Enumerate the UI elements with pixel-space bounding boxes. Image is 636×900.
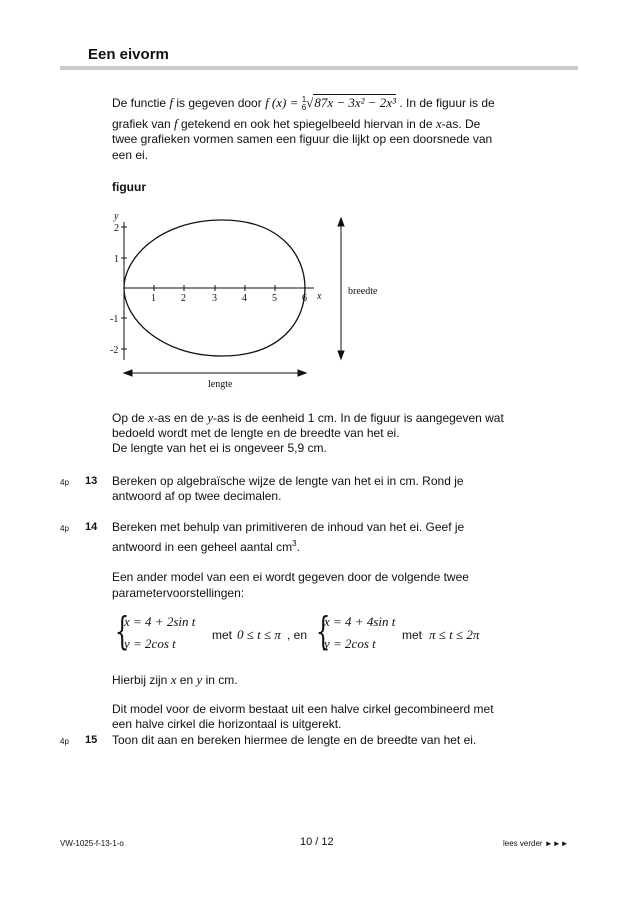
brace-1: { <box>114 609 130 653</box>
explanation-line-3: De lengte van het ei is ongeveer 5,9 cm. <box>112 441 327 455</box>
system-2-y: y = 2cos t <box>324 636 376 651</box>
brace-2: { <box>315 609 331 653</box>
q13-line-2: antwoord af op twee decimalen. <box>112 489 282 503</box>
formula-radicand: 87x − 3x² − 2x³ <box>314 95 396 110</box>
x-tick-label: 1 <box>151 293 156 304</box>
footer-code: VW-1025-f-13-1-o <box>60 839 124 848</box>
comma-en: , en <box>287 628 308 642</box>
q15-line-1: Toon dit aan en bereken hiermee de lengte en de breedte van het ei. <box>112 733 477 747</box>
x-axis-label: x <box>317 291 322 302</box>
model-desc-line-2: een halve cirkel die horizontaal is uitgerekt. <box>112 717 342 731</box>
intro-line-2: grafiek van f getekend en ook het spiegelbeeld hiervan in de x-as. De <box>112 116 481 131</box>
breedte-label: breedte <box>348 286 378 297</box>
q14-line-1: Bereken met behulp van primitiveren de inhoud van het ei. Geef je <box>112 520 465 534</box>
x-tick-label: 5 <box>272 293 277 304</box>
formula-fraction: 1 6 <box>301 94 307 112</box>
explanation-line-1: Op de x-as en de y-as is de eenheid 1 cm. In de figuur is aangegeven wat <box>112 410 504 425</box>
model-line-1: Een ander model van een ei wordt gegeven door de volgende twee <box>112 570 469 584</box>
q14-points: 4p <box>60 524 69 533</box>
y-tick-label: -2 <box>110 345 119 356</box>
system-2-x: x = 4 + 4sin t <box>324 614 396 629</box>
range-2: π ≤ t ≤ 2π <box>429 627 480 642</box>
range-1: 0 ≤ t ≤ π <box>237 627 281 642</box>
x-tick-label: 4 <box>242 293 247 304</box>
intro-line-4: een ei. <box>112 148 149 162</box>
q13-points: 4p <box>60 478 69 487</box>
x-tick-label: 6 <box>302 293 307 304</box>
intro-line-3: twee grafieken vormen samen een figuur die lijkt op een doorsnede van <box>112 132 493 146</box>
footer-next: lees verder ►►► <box>503 839 569 848</box>
footer-page: 10 / 12 <box>300 836 334 848</box>
met-2: met <box>402 628 423 642</box>
y-axis-label: y <box>114 211 119 222</box>
q14-number: 14 <box>85 521 98 533</box>
formula-lhs: f (x) = <box>265 95 299 110</box>
system-1-y: y = 2cos t <box>124 636 176 651</box>
q15-points: 4p <box>60 737 69 746</box>
system-1-x: x = 4 + 2sin t <box>124 614 196 629</box>
x-tick-label: 3 <box>212 293 217 304</box>
y-tick-label: -1 <box>110 314 119 325</box>
figure-label: figuur <box>112 180 146 194</box>
y-tick-label: 2 <box>114 223 119 234</box>
q13-line-1: Bereken op algebraïsche wijze de lengte van het ei in cm. Rond je <box>112 474 464 488</box>
page-title: Een eivorm <box>88 46 169 63</box>
met-1: met <box>212 628 233 642</box>
model-line-2: parametervoorstellingen: <box>112 586 245 600</box>
hierbij-line: Hierbij zijn x en y in cm. <box>112 672 238 687</box>
intro-line-1: De functie f is gegeven door f (x) = 1 6√87x − 3x² − 2x³ . In de figuur is de <box>112 94 495 112</box>
model-desc-line-1: Dit model voor de eivorm bestaat uit een halve cirkel gecombineerd met <box>112 702 494 716</box>
q14-line-2: antwoord in een geheel aantal $cm^3$. <box>112 539 300 554</box>
q15-number: 15 <box>85 734 98 746</box>
explanation-line-2: bedoeld wordt met de lengte en de breedte van het ei. <box>112 426 400 440</box>
lengte-label: lengte <box>208 379 233 390</box>
q13-number: 13 <box>85 475 98 487</box>
y-tick-label: 1 <box>114 254 119 265</box>
x-tick-label: 2 <box>181 293 186 304</box>
